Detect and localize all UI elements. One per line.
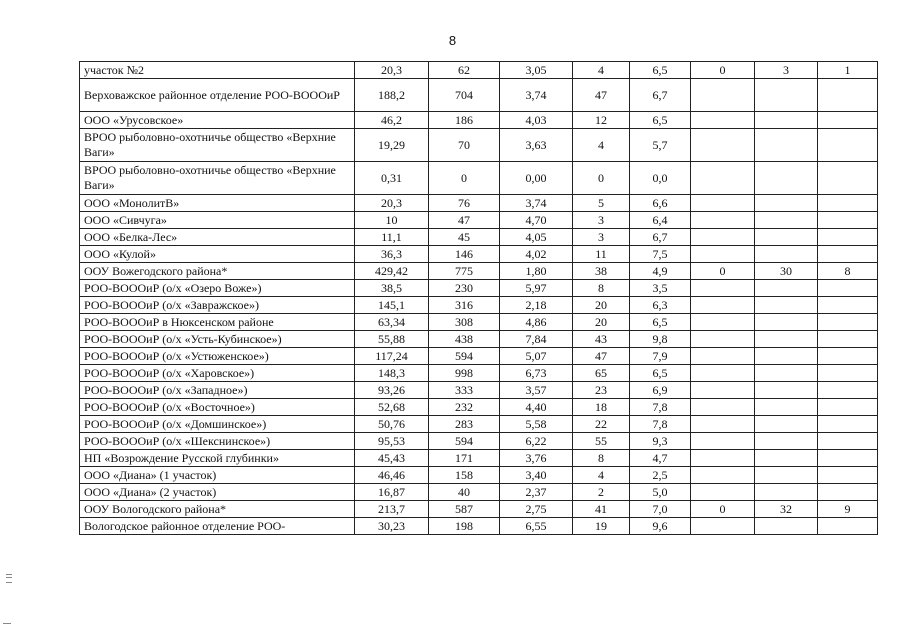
cell-value: 5,07	[500, 348, 573, 365]
cell-value: 158	[429, 467, 500, 484]
cell-name: ООО «Сивчуга»	[80, 212, 355, 229]
page-number: 8	[448, 33, 457, 48]
cell-value: 3	[573, 229, 630, 246]
cell-value: 23	[573, 382, 630, 399]
cell-name: РОО-ВОООиР (о/х «Завражское»)	[80, 297, 355, 314]
cell-value: 30	[755, 263, 818, 280]
cell-value: 4	[573, 467, 630, 484]
cell-value: 55	[573, 433, 630, 450]
cell-value: 38,5	[355, 280, 429, 297]
cell-name: ООО «Белка-Лес»	[80, 229, 355, 246]
cell-name: РОО-ВОООиР (о/х «Западное»)	[80, 382, 355, 399]
cell-value: 0	[691, 62, 755, 79]
cell-value: 11	[573, 246, 630, 263]
cell-value: 76	[429, 195, 500, 212]
cell-value	[755, 518, 818, 535]
cell-value: 587	[429, 501, 500, 518]
cell-name: ООО «Урусовское»	[80, 112, 355, 129]
cell-value: 117,24	[355, 348, 429, 365]
cell-value	[755, 416, 818, 433]
table-row	[80, 433, 878, 450]
cell-value: 6,5	[630, 365, 691, 382]
cell-value	[755, 79, 818, 112]
cell-value: 6,73	[500, 365, 573, 382]
cell-value	[818, 484, 878, 501]
cell-value: 5,97	[500, 280, 573, 297]
cell-value	[818, 518, 878, 535]
cell-value: 232	[429, 399, 500, 416]
cell-value	[691, 162, 755, 195]
cell-value: 145,1	[355, 297, 429, 314]
cell-value: 6,22	[500, 433, 573, 450]
cell-name: участок №2	[80, 62, 355, 79]
cell-value: 0	[691, 263, 755, 280]
table-row	[80, 518, 878, 535]
cell-value	[755, 246, 818, 263]
cell-name: РОО-ВОООиР (о/х «Харовское»)	[80, 365, 355, 382]
cell-value	[818, 467, 878, 484]
table-row	[80, 162, 878, 195]
cell-value: 30,23	[355, 518, 429, 535]
cell-value: 52,68	[355, 399, 429, 416]
cell-name: Вологодское районное отделение РОО-	[80, 518, 355, 535]
cell-value	[755, 331, 818, 348]
cell-value	[691, 112, 755, 129]
cell-value: 3,40	[500, 467, 573, 484]
cell-value: 4,05	[500, 229, 573, 246]
cell-value	[691, 382, 755, 399]
cell-value: 146	[429, 246, 500, 263]
cell-value: 316	[429, 297, 500, 314]
cell-value: 9,3	[630, 433, 691, 450]
table-row	[80, 450, 878, 467]
cell-value: 2,5	[630, 467, 691, 484]
cell-value: 45,43	[355, 450, 429, 467]
cell-value: 47	[573, 348, 630, 365]
cell-value: 4	[573, 129, 630, 162]
cell-value: 4,7	[630, 450, 691, 467]
cell-value: 4	[573, 62, 630, 79]
cell-value: 1,80	[500, 263, 573, 280]
table-row	[80, 501, 878, 518]
cell-name: ООО «МонолитВ»	[80, 195, 355, 212]
cell-name: ООО «Диана» (2 участок)	[80, 484, 355, 501]
cell-value: 148,3	[355, 365, 429, 382]
cell-value	[818, 314, 878, 331]
cell-value	[755, 297, 818, 314]
cell-value: 7,0	[630, 501, 691, 518]
cell-value: 198	[429, 518, 500, 535]
cell-value: 9,6	[630, 518, 691, 535]
table-row	[80, 280, 878, 297]
cell-name: РОО-ВОООиР (о/х «Усть-Кубинское»)	[80, 331, 355, 348]
cell-value	[691, 484, 755, 501]
cell-value	[818, 112, 878, 129]
cell-value: 16,87	[355, 484, 429, 501]
cell-value: 50,76	[355, 416, 429, 433]
cell-value: 7,9	[630, 348, 691, 365]
cell-value: 0	[573, 162, 630, 195]
cell-value	[755, 229, 818, 246]
cell-value: 70	[429, 129, 500, 162]
cell-value: 6,5	[630, 112, 691, 129]
cell-value: 93,26	[355, 382, 429, 399]
cell-value	[691, 297, 755, 314]
cell-value: 186	[429, 112, 500, 129]
table-row	[80, 382, 878, 399]
cell-value	[818, 195, 878, 212]
cell-name: РОО-ВОООиР (о/х «Устюженское»)	[80, 348, 355, 365]
cell-value: 10	[355, 212, 429, 229]
cell-name: Верховажское районное отделение РОО-ВОООиР	[80, 79, 355, 112]
cell-value	[755, 467, 818, 484]
cell-value	[691, 433, 755, 450]
table-row	[80, 112, 878, 129]
cell-value: 6,6	[630, 195, 691, 212]
cell-value	[755, 212, 818, 229]
cell-value	[691, 467, 755, 484]
cell-value: 19	[573, 518, 630, 535]
cell-value: 46,2	[355, 112, 429, 129]
cell-value: 9,8	[630, 331, 691, 348]
cell-value: 4,02	[500, 246, 573, 263]
cell-value: 6,7	[630, 79, 691, 112]
cell-value	[818, 79, 878, 112]
cell-value	[755, 433, 818, 450]
cell-value: 3,63	[500, 129, 573, 162]
cell-value	[691, 79, 755, 112]
cell-value: 594	[429, 433, 500, 450]
cell-name: ООО «Кулой»	[80, 246, 355, 263]
table-row	[80, 229, 878, 246]
cell-value	[818, 450, 878, 467]
cell-name: РОО-ВОООиР (о/х «Шекснинское»)	[80, 433, 355, 450]
cell-value: 62	[429, 62, 500, 79]
table-row	[80, 365, 878, 382]
table-row	[80, 79, 878, 112]
cell-value: 8	[573, 280, 630, 297]
cell-value	[691, 246, 755, 263]
table-row	[80, 212, 878, 229]
table-row	[80, 195, 878, 212]
cell-value: 7,8	[630, 416, 691, 433]
cell-value	[818, 382, 878, 399]
cell-value: 63,34	[355, 314, 429, 331]
cell-value	[818, 212, 878, 229]
cell-value: 0,0	[630, 162, 691, 195]
cell-value	[818, 433, 878, 450]
cell-value	[691, 399, 755, 416]
cell-value	[755, 365, 818, 382]
cell-value: 4,40	[500, 399, 573, 416]
cell-name: ООУ Вожегодского района*	[80, 263, 355, 280]
cell-value	[691, 129, 755, 162]
cell-value: 20,3	[355, 195, 429, 212]
cell-value: 0	[429, 162, 500, 195]
table-row	[80, 246, 878, 263]
cell-value	[691, 280, 755, 297]
cell-value: 5	[573, 195, 630, 212]
cell-value: 12	[573, 112, 630, 129]
cell-name: РОО-ВОООиР в Нюксенском районе	[80, 314, 355, 331]
cell-value	[755, 450, 818, 467]
cell-value: 283	[429, 416, 500, 433]
cell-value	[818, 416, 878, 433]
cell-value	[691, 416, 755, 433]
cell-value: 47	[429, 212, 500, 229]
cell-value	[755, 129, 818, 162]
cell-value: 20	[573, 297, 630, 314]
cell-value	[755, 484, 818, 501]
cell-value: 41	[573, 501, 630, 518]
cell-value: 594	[429, 348, 500, 365]
cell-value: 3	[573, 212, 630, 229]
cell-value: 230	[429, 280, 500, 297]
table-row	[80, 467, 878, 484]
cell-value	[818, 229, 878, 246]
cell-name: НП «Возрождение Русской глубинки»	[80, 450, 355, 467]
cell-value	[691, 314, 755, 331]
cell-value: 6,3	[630, 297, 691, 314]
cell-value	[755, 195, 818, 212]
cell-value: 8	[818, 263, 878, 280]
cell-name: ВРОО рыболовно-охотничье общество «Верхние Ваги»	[80, 129, 355, 162]
table-row	[80, 399, 878, 416]
cell-value: 38	[573, 263, 630, 280]
cell-name: ООО «Диана» (1 участок)	[80, 467, 355, 484]
cell-value: 3,74	[500, 195, 573, 212]
cell-value: 308	[429, 314, 500, 331]
cell-value: 22	[573, 416, 630, 433]
cell-value: 3,5	[630, 280, 691, 297]
cell-value	[818, 331, 878, 348]
cell-value: 20,3	[355, 62, 429, 79]
cell-value: 43	[573, 331, 630, 348]
cell-value: 438	[429, 331, 500, 348]
cell-value: 7,8	[630, 399, 691, 416]
cell-value: 3,74	[500, 79, 573, 112]
cell-value: 9	[818, 501, 878, 518]
data-table	[79, 61, 878, 535]
cell-name: ВРОО рыболовно-охотничье общество «Верхние Ваги»	[80, 162, 355, 195]
cell-value	[691, 195, 755, 212]
cell-value	[818, 129, 878, 162]
cell-value: 213,7	[355, 501, 429, 518]
cell-value	[691, 518, 755, 535]
cell-value: 4,70	[500, 212, 573, 229]
table-row	[80, 129, 878, 162]
cell-value	[755, 382, 818, 399]
cell-value: 47	[573, 79, 630, 112]
cell-value	[818, 162, 878, 195]
cell-value: 7,84	[500, 331, 573, 348]
table-row	[80, 348, 878, 365]
cell-value: 3,76	[500, 450, 573, 467]
cell-value	[755, 399, 818, 416]
cell-value	[691, 212, 755, 229]
cell-value: 5,58	[500, 416, 573, 433]
cell-value: 333	[429, 382, 500, 399]
cell-value: 3,57	[500, 382, 573, 399]
cell-value: 5,7	[630, 129, 691, 162]
cell-value: 65	[573, 365, 630, 382]
cell-value: 19,29	[355, 129, 429, 162]
table-row	[80, 331, 878, 348]
cell-value: 4,03	[500, 112, 573, 129]
cell-value: 775	[429, 263, 500, 280]
cell-value	[818, 365, 878, 382]
cell-value	[691, 450, 755, 467]
cell-value: 0,00	[500, 162, 573, 195]
cell-value	[691, 365, 755, 382]
cell-value: 45	[429, 229, 500, 246]
cell-name: РОО-ВОООиР (о/х «Восточное»)	[80, 399, 355, 416]
cell-value: 171	[429, 450, 500, 467]
cell-value	[818, 280, 878, 297]
table-row	[80, 484, 878, 501]
cell-value: 55,88	[355, 331, 429, 348]
cell-value: 429,42	[355, 263, 429, 280]
cell-name: РОО-ВОООиР (о/х «Домшинское»)	[80, 416, 355, 433]
cell-value	[691, 348, 755, 365]
cell-value	[818, 348, 878, 365]
cell-value	[691, 229, 755, 246]
cell-value: 998	[429, 365, 500, 382]
cell-value	[755, 314, 818, 331]
cell-value: 8	[573, 450, 630, 467]
cell-value: 7,5	[630, 246, 691, 263]
cell-value: 6,55	[500, 518, 573, 535]
cell-value	[755, 280, 818, 297]
cell-value: 2	[573, 484, 630, 501]
cell-value: 6,5	[630, 314, 691, 331]
cell-value: 11,1	[355, 229, 429, 246]
cell-value: 1	[818, 62, 878, 79]
cell-value: 40	[429, 484, 500, 501]
cell-value	[818, 297, 878, 314]
cell-name: ООУ Вологодского района*	[80, 501, 355, 518]
cell-value: 18	[573, 399, 630, 416]
cell-value: 32	[755, 501, 818, 518]
cell-name: РОО-ВОООиР (о/х «Озеро Воже»)	[80, 280, 355, 297]
table-row	[80, 62, 878, 79]
table-row	[80, 263, 878, 280]
cell-value: 0	[691, 501, 755, 518]
cell-value: 6,7	[630, 229, 691, 246]
cell-value	[818, 246, 878, 263]
scan-artifact-line	[3, 623, 11, 624]
cell-value: 3	[755, 62, 818, 79]
table-row	[80, 297, 878, 314]
cell-value: 3,05	[500, 62, 573, 79]
cell-value: 20	[573, 314, 630, 331]
cell-value: 0,31	[355, 162, 429, 195]
cell-value: 6,9	[630, 382, 691, 399]
scan-artifact-mark	[6, 574, 12, 583]
cell-value	[755, 162, 818, 195]
cell-value	[755, 348, 818, 365]
table-row	[80, 314, 878, 331]
cell-value: 4,86	[500, 314, 573, 331]
cell-value: 6,5	[630, 62, 691, 79]
table-body	[80, 62, 878, 535]
cell-value: 6,4	[630, 212, 691, 229]
cell-value	[818, 399, 878, 416]
cell-value: 188,2	[355, 79, 429, 112]
cell-value: 46,46	[355, 467, 429, 484]
table-row	[80, 416, 878, 433]
cell-value: 704	[429, 79, 500, 112]
cell-value	[755, 112, 818, 129]
cell-value	[691, 331, 755, 348]
cell-value: 2,75	[500, 501, 573, 518]
cell-value: 4,9	[630, 263, 691, 280]
cell-value: 36,3	[355, 246, 429, 263]
cell-value: 5,0	[630, 484, 691, 501]
cell-value: 95,53	[355, 433, 429, 450]
cell-value: 2,18	[500, 297, 573, 314]
cell-value: 2,37	[500, 484, 573, 501]
